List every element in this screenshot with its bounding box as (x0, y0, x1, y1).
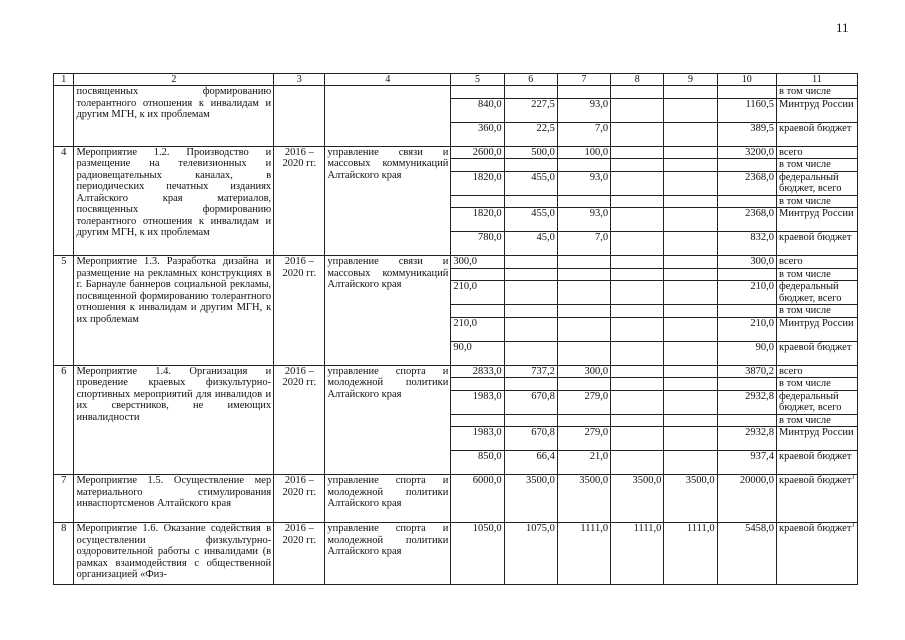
value-cell (664, 208, 717, 232)
source-cell: всего (777, 256, 858, 269)
value-cell (664, 414, 717, 427)
value-cell (451, 195, 504, 208)
value-cell (611, 317, 664, 341)
source-cell: в том числе (777, 378, 858, 391)
executor-cell (325, 86, 451, 147)
table-row (54, 86, 858, 99)
total-cell: 90,0 (717, 341, 776, 365)
source-cell: в том числе (777, 305, 858, 318)
source-cell: краевой бюджет (777, 232, 858, 256)
value-cell: 3500,0 (664, 475, 717, 523)
years-cell (274, 86, 325, 147)
value-cell: 850,0 (451, 451, 504, 475)
value-cell (664, 268, 717, 281)
value-cell (611, 146, 664, 159)
measure-title: Мероприятие 1.5. Осуществление мер материального стимулирования инваспортсменов Алтайского края (74, 475, 274, 523)
value-cell (611, 414, 664, 427)
value-cell: 227,5 (504, 98, 557, 122)
value-cell (611, 427, 664, 451)
years-cell: 2016 – 2020 гг. (274, 365, 325, 475)
value-cell (504, 268, 557, 281)
source-cell: Минтруд России (777, 427, 858, 451)
years-cell: 2016 – 2020 гг. (274, 523, 325, 585)
value-cell (611, 268, 664, 281)
value-cell: 300,0 (451, 256, 504, 269)
row-number: 4 (54, 146, 74, 256)
value-cell (557, 195, 610, 208)
value-cell: 3500,0 (504, 475, 557, 523)
executor-cell: управление связи и массовых коммуникаций Алтайского края (325, 256, 451, 366)
value-cell (611, 390, 664, 414)
total-cell (717, 378, 776, 391)
value-cell (664, 159, 717, 172)
measure-title: Мероприятие 1.4. Организация и проведение краевых физкультурно-спортивных мероприятий для инвалидов и их сверстников, не имеющих инвалидности (74, 365, 274, 475)
value-cell: 7,0 (557, 122, 610, 146)
header-cell: 3 (274, 74, 325, 86)
value-cell (451, 378, 504, 391)
source-cell: в том числе (777, 195, 858, 208)
source-cell: Минтруд России (777, 208, 858, 232)
row-number: 8 (54, 523, 74, 585)
value-cell: 1983,0 (451, 427, 504, 451)
value-cell (664, 86, 717, 99)
total-cell: 210,0 (717, 317, 776, 341)
value-cell (557, 281, 610, 305)
measure-title: Мероприятие 1.3. Разработка дизайна и размещение на рекламных конструкциях в г. Барнауле баннеров социальной рекламы, посвященной формированию толерантного отношения к инвалидам и другим МГН, к их проблемам (74, 256, 274, 366)
value-cell (664, 281, 717, 305)
source-cell: в том числе (777, 268, 858, 281)
value-cell: 93,0 (557, 171, 610, 195)
value-cell (611, 98, 664, 122)
value-cell (611, 341, 664, 365)
value-cell (611, 305, 664, 318)
value-cell: 737,2 (504, 365, 557, 378)
value-cell: 100,0 (557, 146, 610, 159)
value-cell (611, 86, 664, 99)
value-cell: 22,5 (504, 122, 557, 146)
value-cell (557, 159, 610, 172)
total-cell (717, 195, 776, 208)
total-cell: 2368,0 (717, 208, 776, 232)
value-cell (451, 159, 504, 172)
table-row (54, 523, 858, 585)
executor-cell: управление спорта и молодежной политики Алтайского края (325, 475, 451, 523)
row-number (54, 86, 74, 147)
source-cell: краевой бюджет (777, 341, 858, 365)
value-cell: 1075,0 (504, 523, 557, 585)
total-cell: 3870,2 (717, 365, 776, 378)
source-cell: федеральный бюджет, всего (777, 390, 858, 414)
total-cell: 2932,8 (717, 427, 776, 451)
value-cell (611, 378, 664, 391)
value-cell (451, 268, 504, 281)
value-cell (557, 378, 610, 391)
total-cell: 2932,8 (717, 390, 776, 414)
total-cell: 1160,5 (717, 98, 776, 122)
value-cell (664, 195, 717, 208)
header-cell: 1 (54, 74, 74, 86)
source-cell: в том числе (777, 414, 858, 427)
value-cell: 93,0 (557, 98, 610, 122)
value-cell: 780,0 (451, 232, 504, 256)
value-cell: 3500,0 (611, 475, 664, 523)
value-cell (504, 281, 557, 305)
value-cell: 455,0 (504, 208, 557, 232)
row-number: 5 (54, 256, 74, 366)
total-cell: 210,0 (717, 281, 776, 305)
value-cell: 670,8 (504, 427, 557, 451)
value-cell (611, 171, 664, 195)
value-cell (611, 159, 664, 172)
page-number: 11 (836, 20, 849, 35)
value-cell (557, 414, 610, 427)
value-cell: 279,0 (557, 390, 610, 414)
value-cell (451, 414, 504, 427)
header-cell: 2 (74, 74, 274, 86)
value-cell: 90,0 (451, 341, 504, 365)
value-cell: 840,0 (451, 98, 504, 122)
value-cell (664, 378, 717, 391)
value-cell (664, 451, 717, 475)
header-cell: 4 (325, 74, 451, 86)
value-cell: 2833,0 (451, 365, 504, 378)
value-cell: 6000,0 (451, 475, 504, 523)
value-cell (611, 365, 664, 378)
header-cell: 11 (777, 74, 858, 86)
header-cell: 6 (504, 74, 557, 86)
value-cell: 45,0 (504, 232, 557, 256)
value-cell: 360,0 (451, 122, 504, 146)
value-cell (664, 317, 717, 341)
value-cell (504, 317, 557, 341)
total-cell: 389,5 (717, 122, 776, 146)
total-cell (717, 414, 776, 427)
value-cell (611, 208, 664, 232)
value-cell (664, 171, 717, 195)
measure-title: Мероприятие 1.6. Оказание содействия в осуществлении физкультурно-оздоровительной работы с инвалидами (в рамках взаимодействия с общественной организацией «Физ- (74, 523, 274, 585)
value-cell (664, 341, 717, 365)
total-cell: 832,0 (717, 232, 776, 256)
value-cell (611, 122, 664, 146)
total-cell (717, 159, 776, 172)
total-cell: 20000,0 (717, 475, 776, 523)
value-cell (664, 427, 717, 451)
total-cell (717, 86, 776, 99)
value-cell (557, 268, 610, 281)
value-cell (504, 86, 557, 99)
value-cell (664, 146, 717, 159)
total-cell (717, 305, 776, 318)
value-cell: 66,4 (504, 451, 557, 475)
value-cell (557, 341, 610, 365)
source-cell: краевой бюджет (777, 451, 858, 475)
footnote-mark: 1 (851, 522, 855, 529)
value-cell (451, 86, 504, 99)
measure-title: посвященных формированию толерантного отношения к инвалидам и другим МГН, к их проблемам (74, 86, 274, 147)
table-row (54, 256, 858, 269)
value-cell: 1111,0 (557, 523, 610, 585)
value-cell (664, 365, 717, 378)
value-cell (664, 390, 717, 414)
value-cell (504, 195, 557, 208)
total-cell: 937,4 (717, 451, 776, 475)
total-cell: 5458,0 (717, 523, 776, 585)
value-cell (504, 305, 557, 318)
value-cell: 279,0 (557, 427, 610, 451)
measure-title: Мероприятие 1.2. Производство и размещение на телевизионных и радиовещательных каналах, в периодических печатных изданиях Алтайского края материалов, посвященных формированию толерантного отношения к инвалидам и другим МГН, к их проблемам (74, 146, 274, 256)
source-cell: в том числе (777, 86, 858, 99)
source-cell: Минтруд России (777, 317, 858, 341)
footnote-mark: 1 (851, 474, 855, 481)
value-cell: 2600,0 (451, 146, 504, 159)
value-cell (557, 86, 610, 99)
value-cell (664, 305, 717, 318)
executor-cell: управление связи и массовых коммуникаций Алтайского края (325, 146, 451, 256)
value-cell: 1820,0 (451, 171, 504, 195)
source-cell: краевой бюджет (777, 122, 858, 146)
value-cell (611, 256, 664, 269)
budget-table (53, 73, 858, 585)
years-cell: 2016 – 2020 гг. (274, 475, 325, 523)
years-cell: 2016 – 2020 гг. (274, 146, 325, 256)
value-cell (504, 341, 557, 365)
value-cell: 1111,0 (611, 523, 664, 585)
value-cell (557, 256, 610, 269)
value-cell (557, 305, 610, 318)
total-cell (717, 268, 776, 281)
row-number: 6 (54, 365, 74, 475)
header-row (54, 74, 858, 86)
source-cell: федеральный бюджет, всего (777, 281, 858, 305)
executor-cell: управление спорта и молодежной политики Алтайского края (325, 523, 451, 585)
value-cell (664, 232, 717, 256)
source-text: краевой бюджет (779, 523, 852, 534)
value-cell: 7,0 (557, 232, 610, 256)
value-cell: 1111,0 (664, 523, 717, 585)
value-cell: 3500,0 (557, 475, 610, 523)
value-cell: 300,0 (557, 365, 610, 378)
value-cell: 210,0 (451, 317, 504, 341)
value-cell (504, 159, 557, 172)
value-cell (611, 232, 664, 256)
value-cell: 1820,0 (451, 208, 504, 232)
source-cell (777, 475, 858, 523)
value-cell (504, 256, 557, 269)
source-cell (777, 523, 858, 585)
source-text: краевой бюджет (779, 475, 852, 486)
table-row (54, 146, 858, 159)
total-cell: 2368,0 (717, 171, 776, 195)
value-cell (504, 414, 557, 427)
value-cell (611, 195, 664, 208)
source-cell: федеральный бюджет, всего (777, 171, 858, 195)
value-cell: 670,8 (504, 390, 557, 414)
header-cell: 5 (451, 74, 504, 86)
value-cell (664, 98, 717, 122)
value-cell (664, 256, 717, 269)
table-row (54, 475, 858, 523)
source-cell: Минтруд России (777, 98, 858, 122)
source-cell: в том числе (777, 159, 858, 172)
value-cell: 21,0 (557, 451, 610, 475)
executor-cell: управление спорта и молодежной политики Алтайского края (325, 365, 451, 475)
value-cell (557, 317, 610, 341)
header-cell: 9 (664, 74, 717, 86)
value-cell (664, 122, 717, 146)
value-cell: 1983,0 (451, 390, 504, 414)
value-cell (451, 305, 504, 318)
source-cell: всего (777, 146, 858, 159)
value-cell: 455,0 (504, 171, 557, 195)
years-cell: 2016 – 2020 гг. (274, 256, 325, 366)
value-cell: 500,0 (504, 146, 557, 159)
total-cell: 3200,0 (717, 146, 776, 159)
value-cell: 1050,0 (451, 523, 504, 585)
value-cell: 93,0 (557, 208, 610, 232)
table-row (54, 365, 858, 378)
source-cell: всего (777, 365, 858, 378)
total-cell: 300,0 (717, 256, 776, 269)
header-cell: 8 (611, 74, 664, 86)
value-cell (611, 451, 664, 475)
value-cell (504, 378, 557, 391)
row-number: 7 (54, 475, 74, 523)
header-cell: 10 (717, 74, 776, 86)
value-cell (611, 281, 664, 305)
value-cell: 210,0 (451, 281, 504, 305)
header-cell: 7 (557, 74, 610, 86)
